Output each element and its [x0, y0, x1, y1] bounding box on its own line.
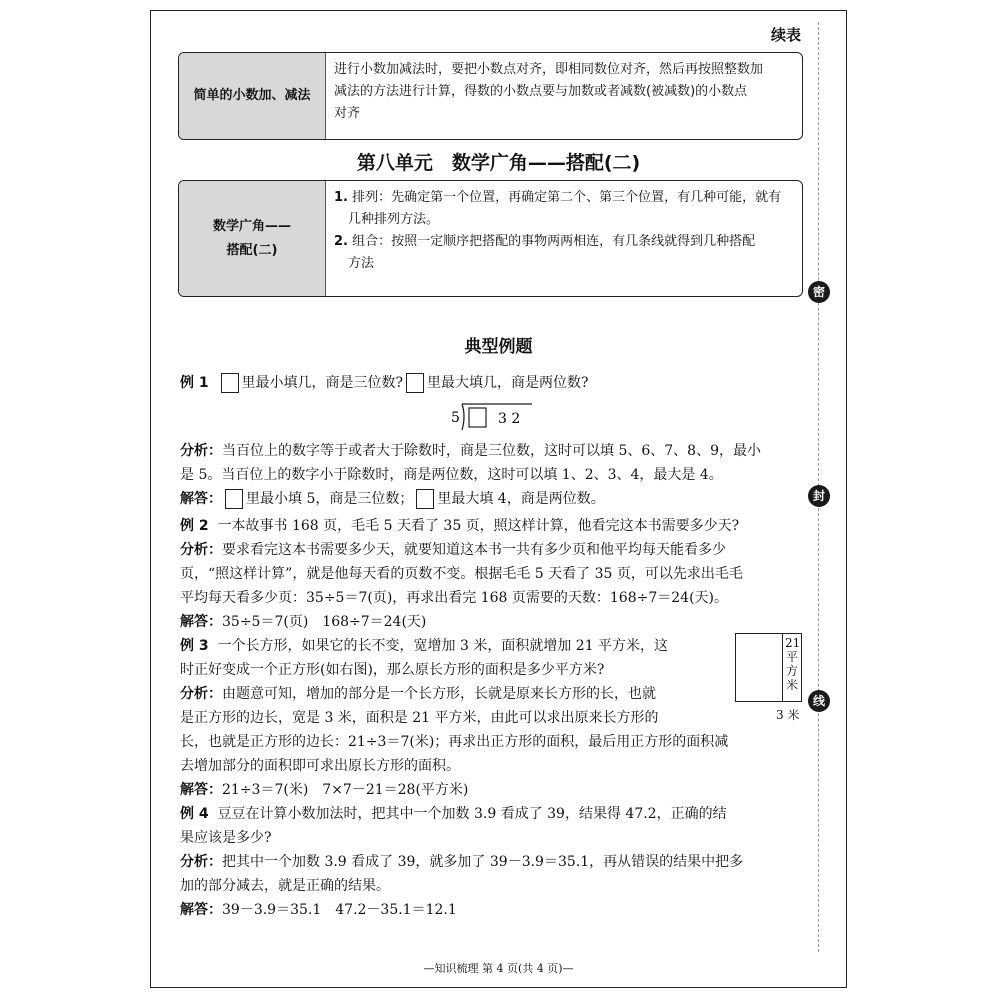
continued-header: 续表 — [770, 26, 801, 44]
figure-width-label: 3 米 — [776, 708, 800, 722]
example-3-question-line: 时正好变成一个正方形(如右图)，那么原长方形的面积是多少平方米? — [180, 662, 605, 678]
table-line: 对齐 — [334, 106, 361, 121]
example-4-analysis: 分析：把其中一个加数 3.9 看成了 39，就多加了 39－3.9＝35.1，再从错误的结果中把多 — [180, 854, 744, 870]
table-label-line: 数学广角—— — [212, 218, 291, 234]
blank-box — [469, 408, 486, 427]
example-4-analysis-line: 加的部分减去，就是正确的结果。 — [180, 878, 390, 894]
example-4-question: 例 4 豆豆在计算小数加法时，把其中一个加数 3.9 看成了 39，结果得 47.2，正确的结 — [180, 806, 727, 822]
example-tag: 例 1 — [180, 375, 209, 391]
blank-box — [225, 489, 243, 509]
table-label-line: 搭配(二) — [226, 242, 278, 258]
unit-title: 第八单元 数学广角——搭配(二) — [356, 152, 641, 174]
seal-mark-2: 封 — [808, 485, 830, 507]
example-tag: 例 2 — [180, 518, 209, 534]
section-title: 典型例题 — [464, 337, 533, 357]
list-item: 1. 排列：先确定第一个位置，再确定第二个、第三个位置，有几种可能，就有 — [334, 190, 782, 205]
seal-mark-1: 密 — [808, 281, 830, 303]
example-1-analysis-line: 是 5。当百位上的数字小于除数时，商是两位数，这时可以填 1、2、3、4，最大是 4。 — [180, 467, 723, 483]
example-4-answer: 解答：39－3.9＝35.1 47.2－35.1＝12.1 — [180, 902, 457, 918]
page-footer: —知识梳理 第 4 页(共 4 页)— — [423, 962, 574, 975]
example-3-analysis-line: 是正方形的边长，宽是 3 米，面积是 21 平方米，由此可以求出原来长方形的 — [180, 710, 659, 726]
table-label: 简单的小数加、减法 — [179, 53, 326, 139]
example-3-analysis-line: 长，也就是正方形的边长：21÷3＝7(米)；再求出正方形的面积，最后用正方形的面积减 — [180, 734, 729, 750]
example-2-answer: 解答：35÷5＝7(页) 168÷7＝24(天) — [180, 614, 427, 630]
example-1-analysis: 分析：当百位上的数字等于或者大于除数时，商是三位数，这时可以填 5、6、7、8、9，最小 — [180, 443, 761, 459]
example-tag: 例 3 — [180, 638, 209, 654]
example-2-analysis-line: 平均每天看多少页：35÷5＝7(页)，再求出看完 168 页需要的天数：168÷7＝24(天)。 — [180, 590, 729, 606]
long-division-figure — [450, 400, 535, 434]
summary-table-decimal — [178, 52, 803, 140]
example-3-answer: 解答：21÷3＝7(米) 7×7－21＝28(平方米) — [180, 782, 469, 798]
figure-area-label: 21 平方米 — [785, 636, 801, 692]
seal-mark-3: 线 — [808, 690, 830, 712]
summary-table-arrangement — [178, 180, 803, 297]
example-1-question: 例 1 里最小填几，商是三位数? 里最大填几，商是两位数? — [180, 375, 589, 391]
example-3-analysis-line: 去增加部分的面积即可求出原长方形的面积。 — [180, 758, 460, 774]
example-3-question: 例 3 一个长方形，如果它的长不变，宽增加 3 米，面积就增加 21 平方米，这 — [180, 638, 669, 654]
list-item-continued: 几种排列方法。 — [348, 212, 440, 227]
list-item: 2. 组合：按照一定顺序把搭配的事物两两相连，有几条线就得到几种搭配 — [334, 234, 756, 249]
table-content — [326, 181, 802, 296]
table-content — [326, 53, 802, 139]
table-line: 进行小数加减法时，要把小数点对齐，即相同数位对齐，然后再按照整数加 — [334, 62, 764, 77]
table-line: 减法的方法进行计算，得数的小数点要与加数或者减数(被减数)的小数点 — [334, 84, 748, 99]
list-item-continued: 方法 — [348, 256, 375, 271]
blank-box — [406, 373, 424, 393]
example-4-question-line: 果应该是多少? — [180, 830, 272, 846]
example-2-analysis-line: 页，“照这样计算”，就是他每天看的页数不变。根据毛毛 5 天看了 35 页，可以先求出毛毛 — [180, 566, 743, 582]
blank-box — [221, 373, 239, 393]
dividend-digits: 3 2 — [498, 411, 521, 427]
example-2-question: 例 2 一本故事书 168 页，毛毛 5 天看了 35 页，照这样计算，他看完这本书需要多少天? — [180, 518, 740, 534]
divisor: 5 — [451, 410, 460, 426]
example-2-analysis: 分析：要求看完这本书需要多少天，就要知道这本书一共有多少页和他平均每天能看多少 — [180, 542, 726, 558]
table-label — [179, 181, 326, 296]
example-1-answer: 解答： 里最小填 5，商是三位数； 里最大填 4，商是两位数。 — [180, 491, 605, 507]
example-3-analysis: 分析：由题意可知，增加的部分是一个长方形，长就是原来长方形的长，也就 — [180, 686, 656, 702]
blank-box — [416, 489, 434, 509]
figure-original-rectangle — [735, 633, 783, 702]
example-tag: 例 4 — [180, 806, 209, 822]
